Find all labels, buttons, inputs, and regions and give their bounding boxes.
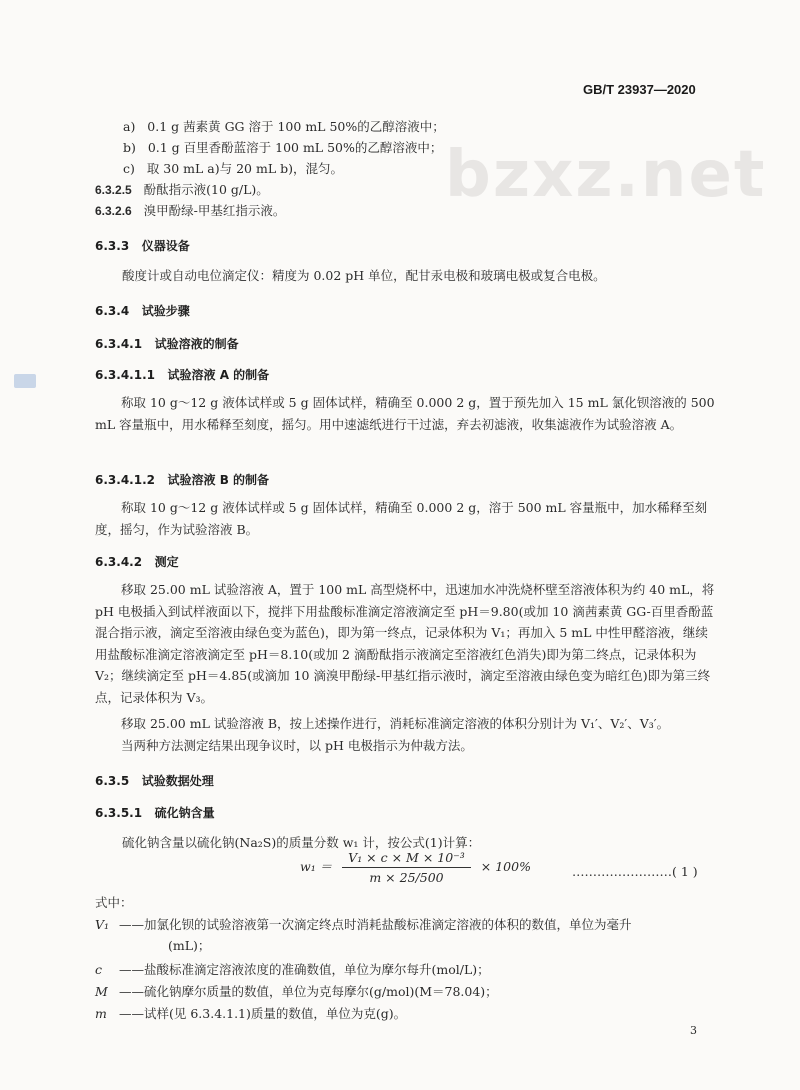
where-label: 式中： xyxy=(95,895,133,910)
definition-item: m ——试样(见 6.3.4.1.1)质量的数值，单位为克(g)。 xyxy=(95,1006,407,1021)
paragraph-instruments: 酸度计或自动电位滴定仪：精度为 0.02 pH 单位，配甘汞电极和玻璃电极或复合电极。 xyxy=(122,268,606,283)
paragraph-solution-b-titration: 移取 25.00 mL 试验溶液 B，按上述操作进行，消耗标准滴定溶液的体积分别计为 V₁′、V₂′、V₃′。 xyxy=(121,716,670,731)
definition-item: c ——盐酸标准滴定溶液浓度的准确数值，单位为摩尔每升(mol/L)； xyxy=(95,962,490,977)
formula-tail: × 100% xyxy=(480,859,531,874)
formula-numerator: V₁ × c × M × 10⁻³ xyxy=(342,850,471,868)
paragraph-solution-b: 称取 10 g～12 g 液体试样或 5 g 固体试样，精确至 0.000 2 g，溶于 500 mL 容量瓶中，加水稀释至刻度，摇匀，作为试验溶液 B。 xyxy=(95,500,708,537)
clause-6-3-2-6: 6.3.2.6 溴甲酚绿-甲基红指示液。 xyxy=(95,203,286,218)
paragraph-solution-a: 称取 10 g～12 g 液体试样或 5 g 固体试样，精确至 0.000 2 g，置于预先加入 15 mL 氯化钡溶液的 500 mL 容量瓶中，用水稀释至刻度，摇匀。用中速滤纸进行干过滤，弃去初滤液，收集滤液作为试验溶液 A。 xyxy=(95,395,715,432)
list-item: b) 0.1 g 百里香酚蓝溶于 100 mL 50%的乙醇溶液中； xyxy=(123,140,443,155)
heading-6-3-4-2: 6.3.4.2 测定 xyxy=(95,555,179,569)
paragraph-determination: 移取 25.00 mL 试验溶液 A，置于 100 mL 高型烧杯中，迅速加水冲洗烧杯壁至溶液体积为约 40 mL，将 pH 电极插入到试样液面以下，搅拌下用盐酸标准滴定溶液滴定至 pH＝9.80(或加 10 滴茜素黄 GG-百里香酚蓝混合指示液，滴定至溶液由绿色变为蓝色)，即为第一终点，记录体积为 V₁；再加入 5 mL 中性甲醛溶液，继续用盐酸标准滴定溶液滴定至 pH＝8.10(或加 2 滴酚酞指示液滴定至溶液红色消失)即为第二终点，记录体积为 V₂；继续滴定至 pH＝4.85(或滴加 10 滴溴甲酚绿-甲基红指示液时，滴定至溶液由绿色变为暗红色)即为第三终点，记录体积为 V₃。 xyxy=(95,582,715,705)
definition-item: V₁ ——加氯化钡的试验溶液第一次滴定终点时消耗盐酸标准滴定溶液的体积的数值，单位为毫升 xyxy=(95,917,632,932)
list-item: c) 取 30 mL a)与 20 mL b)，混匀。 xyxy=(123,161,343,176)
heading-6-3-3: 6.3.3 仪器设备 xyxy=(95,239,190,253)
standard-number: GB/T 23937—2020 xyxy=(583,82,696,97)
list-item: a) 0.1 g 茜素黄 GG 溶于 100 mL 50%的乙醇溶液中； xyxy=(123,119,445,134)
formula-lhs: w₁ ＝ xyxy=(300,859,333,874)
side-stamp-icon xyxy=(14,374,36,388)
definition-item: M ——硫化钠摩尔质量的数值，单位为克每摩尔(g/mol)(M＝78.04)； xyxy=(95,984,498,999)
formula-fraction xyxy=(342,850,471,885)
watermark: bzxz.net xyxy=(445,138,767,212)
heading-6-3-5-1: 6.3.5.1 硫化钠含量 xyxy=(95,806,215,820)
clause-6-3-2-5: 6.3.2.5 酚酞指示液(10 g/L)。 xyxy=(95,182,269,197)
equation-number: ……………………( 1 ) xyxy=(572,864,698,879)
paragraph-arbitration: 当两种方法测定结果出现争议时，以 pH 电极指示为仲裁方法。 xyxy=(121,738,473,753)
heading-6-3-4-1: 6.3.4.1 试验溶液的制备 xyxy=(95,337,239,351)
heading-6-3-4-1-1: 6.3.4.1.1 试验溶液 A 的制备 xyxy=(95,368,270,382)
formula-intro: 硫化钠含量以硫化钠(Na₂S)的质量分数 w₁ 计，按公式(1)计算： xyxy=(122,835,481,850)
heading-6-3-5: 6.3.5 试验数据处理 xyxy=(95,774,214,788)
formula-1 xyxy=(300,850,531,885)
heading-6-3-4-1-2: 6.3.4.1.2 试验溶液 B 的制备 xyxy=(95,473,270,487)
heading-6-3-4: 6.3.4 试验步骤 xyxy=(95,304,190,318)
definition-continuation: (mL)； xyxy=(168,938,211,953)
formula-denominator: m × 25/500 xyxy=(369,870,444,885)
page-number: 3 xyxy=(690,1024,697,1037)
